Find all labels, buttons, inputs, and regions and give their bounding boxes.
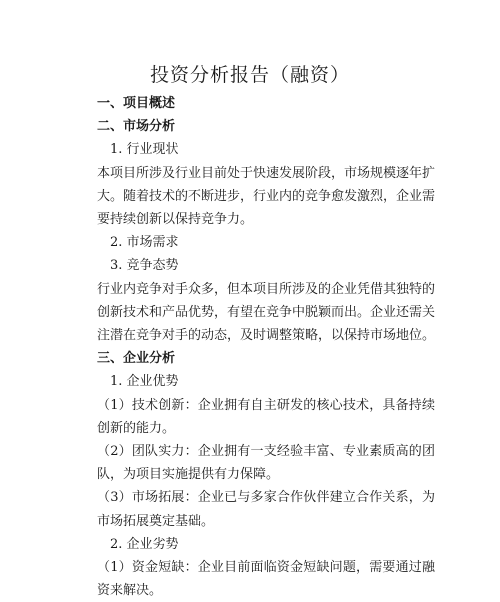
paragraph-competition: 行业内竞争对手众多，但本项目所涉及的企业凭借其独特的创新技术和产品优势，有望在竞争中脱颖而出。企业还需关注潜在竞争对手的动态，及时调整策略，以保持市场地位。: [97, 281, 436, 343]
subheading-company-weaknesses: 2. 企业劣势: [110, 536, 179, 552]
paragraph-industry-status: 本项目所涉及行业目前处于快速发展阶段，市场规模逐年扩大。随着技术的不断进步，行业内的竞争愈发激烈，企业需要持续创新以保持竞争力。: [97, 165, 436, 227]
paragraph-market-expansion: （3）市场拓展：企业已与多家合作伙伴建立合作关系，为市场拓展奠定基础。: [97, 490, 435, 529]
paragraph-tech-innovation: （1）技术创新：企业拥有自主研发的核心技术，具备持续创新的能力。: [97, 397, 435, 436]
section-heading-overview: 一、项目概述: [97, 96, 176, 111]
subheading-market-demand: 2. 市场需求: [110, 235, 179, 251]
document-title: 投资分析报告（融资）: [149, 64, 350, 86]
subheading-competition: 3. 竞争态势: [110, 258, 179, 274]
section-heading-company: 三、企业分析: [97, 351, 176, 367]
subheading-industry-status: 1. 行业现状: [110, 142, 179, 158]
paragraph-funding-shortage: （1）资金短缺：企业目前面临资金短缺问题，需要通过融资来解决。: [97, 559, 435, 599]
subheading-company-strengths: 1. 企业优势: [110, 374, 179, 390]
paragraph-team-strength: （2）团队实力：企业拥有一支经验丰富、专业素质高的团队，为项目实施提供有力保障。: [97, 443, 435, 483]
section-heading-market: 二、市场分析: [97, 119, 176, 135]
document-body: [97, 92, 435, 602]
